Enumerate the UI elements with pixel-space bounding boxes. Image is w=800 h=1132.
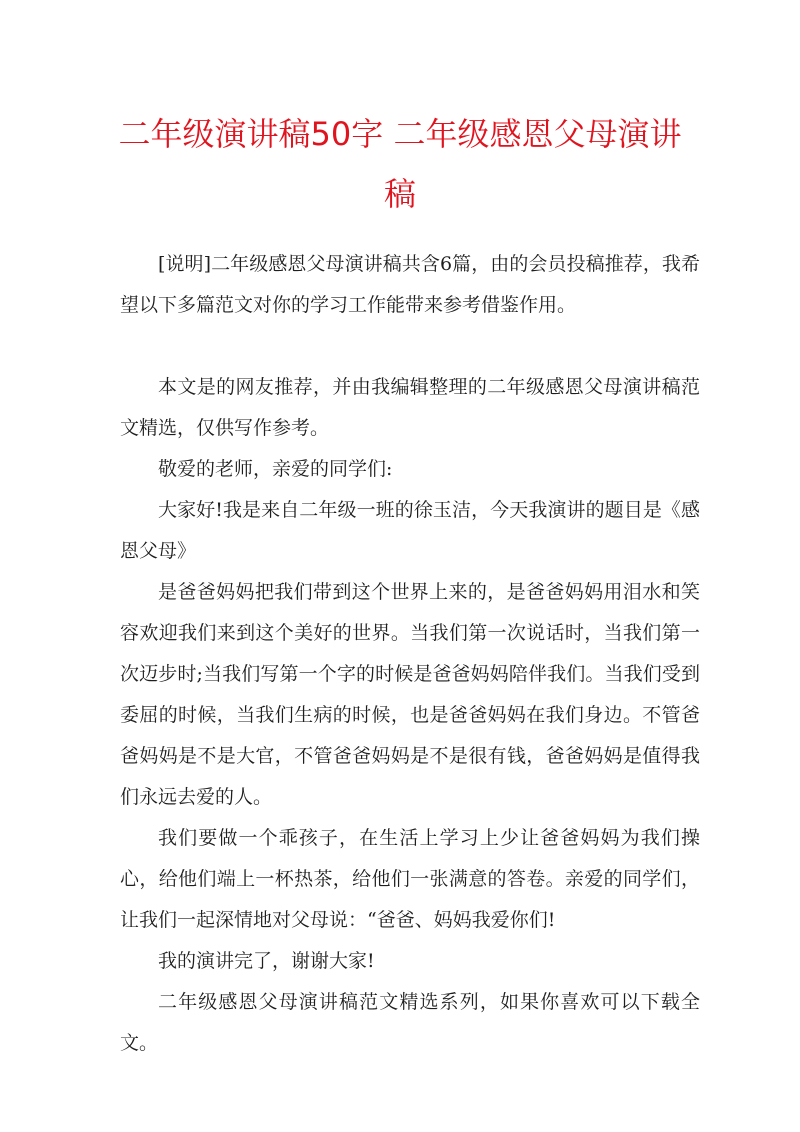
body-paragraph-1: 是爸爸妈妈把我们带到这个世界上来的，是爸爸妈妈用泪水和笑容欢迎我们来到这个美好的世界。当我们第一次说话时，当我们第一次迈步时;当我们写第一个字的时候是爸爸妈妈陪伴我们。当我们受到委屈的时候，当我们生病的时候，也是爸爸妈妈在我们身边。不管爸爸妈妈是不是大官，不管爸爸妈妈是不是很有钱，爸爸妈妈是值得我们永远去爱的人。 (120, 581, 700, 808)
greeting-paragraph: 大家好!我是来自二年级一班的徐玉洁，今天我演讲的题目是《感恩父母》 (120, 499, 700, 562)
series-note-line: 二年级感恩父母演讲稿范文精选系列，如果你喜欢可以下载全文。 (120, 991, 700, 1054)
intro-paragraph: [说明]二年级感恩父母演讲稿共含6篇，由的会员投稿推荐，我希望以下多篇范文对你的学习工作能带来参考借鉴作用。 (120, 253, 700, 316)
document-title-line-2: 稿 (383, 175, 416, 213)
closing-line: 我的演讲完了，谢谢大家! (158, 950, 375, 972)
document-title-line-1: 二年级演讲稿50字 二年级感恩父母演讲 (118, 115, 682, 153)
source-note-paragraph: 本文是的网友推荐，并由我编辑整理的二年级感恩父母演讲稿范文精选，仅供写作参考。 (120, 376, 700, 439)
salutation-line: 敬爱的老师，亲爱的同学们: (158, 458, 393, 480)
body-paragraph-2: 我们要做一个乖孩子，在生活上学习上少让爸爸妈妈为我们操心，给他们端上一杯热茶，给他们一张满意的答卷。亲爱的同学们，让我们一起深情地对父母说：“爸爸、妈妈我爱你们! (120, 827, 700, 931)
